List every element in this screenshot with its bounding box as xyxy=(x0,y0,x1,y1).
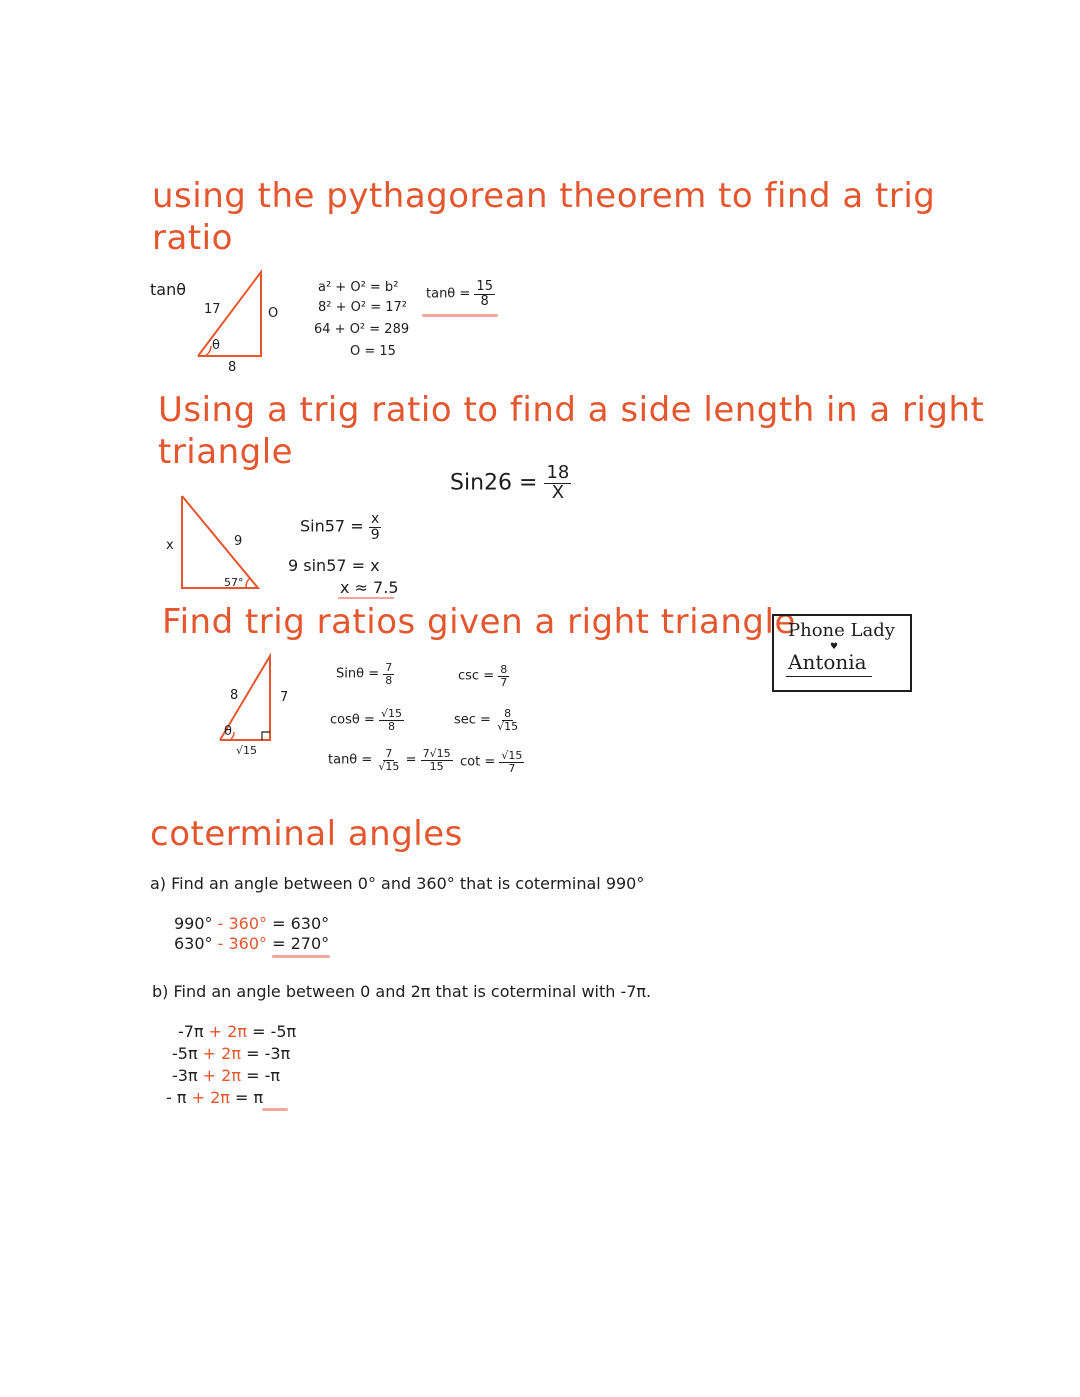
sin57-den: 9 xyxy=(370,526,380,543)
section-title-sidelength-line1: Using a trig ratio to find a side length in a right xyxy=(158,390,985,430)
ratio-sec-label: sec = xyxy=(454,712,491,728)
pyth-work-2: 8² + O² = 17² xyxy=(318,300,407,315)
ratio-tan2-den: 15 xyxy=(429,759,444,773)
ratio-sin-den: 8 xyxy=(385,673,393,687)
tri3-angle-label: θ xyxy=(224,724,232,739)
coterminal-b-answer-highlight xyxy=(262,1108,288,1111)
tri1-adj-label: 8 xyxy=(228,360,237,375)
signature-line2: Antonia xyxy=(788,650,867,674)
coterminal-b-row-4-res: = π xyxy=(229,1088,264,1107)
ratio-tan-eq: = xyxy=(405,752,417,768)
coterminal-b-row-3-op: + 2π xyxy=(197,1066,241,1085)
ratio-sec xyxy=(454,708,520,732)
ratio-sin-num: 7 xyxy=(385,661,393,674)
sin57-num: x xyxy=(371,511,380,527)
ratio-csc-den: 7 xyxy=(500,675,508,689)
coterminal-a-answer-highlight xyxy=(272,955,330,958)
ratio-cot xyxy=(460,750,524,774)
sin57-prefix: Sin57 = xyxy=(300,516,364,536)
coterminal-question-b: b) Find an angle between 0 and 2π that is coterminal with -7π. xyxy=(152,982,652,1001)
ratio-cos-den: 8 xyxy=(388,719,395,733)
ratio-cot-label: cot = xyxy=(460,754,496,770)
pyth-work-4: O = 15 xyxy=(350,344,396,359)
coterminal-b-row-2-op: + 2π xyxy=(197,1044,241,1063)
ratio-tan2-num: 7√15 xyxy=(422,747,451,760)
tri2-angle-label: 57° xyxy=(224,576,244,589)
tan-label: tanθ xyxy=(150,280,187,299)
tan-answer-num: 15 xyxy=(476,279,493,294)
ratio-cot-num: √15 xyxy=(501,749,523,762)
ratio-cot-den: 7 xyxy=(508,761,516,775)
coterminal-a-row-2-start: 630° xyxy=(174,934,213,953)
ratio-tan-label: tanθ = xyxy=(328,752,373,768)
signature-line1: Phone Lady xyxy=(788,620,895,641)
coterminal-b-row-4-op: + 2π xyxy=(186,1088,230,1107)
tri1-opp-label: O xyxy=(268,306,279,321)
ratio-cos-label: cosθ = xyxy=(330,712,375,728)
sin26-num: 18 xyxy=(546,462,570,483)
coterminal-b-row-1-op: + 2π xyxy=(203,1022,247,1041)
ratio-cos xyxy=(330,708,404,732)
tri3-adj-label: √15 xyxy=(236,744,258,757)
ratio-tan-den: √15 xyxy=(378,759,400,773)
sin26-prefix: Sin26 = xyxy=(450,470,538,496)
section-title-ratios: Find trig ratios given a right triangle xyxy=(162,602,796,642)
coterminal-b-row-2 xyxy=(172,1044,290,1063)
coterminal-b-row-4 xyxy=(166,1088,263,1107)
tri2-x-label: x xyxy=(166,538,174,553)
ratio-csc-label: csc = xyxy=(458,668,495,684)
sin57-step2: 9 sin57 = x xyxy=(288,556,380,575)
tri3-hyp-label: 8 xyxy=(230,688,239,703)
coterminal-b-row-4-start: - π xyxy=(166,1088,187,1107)
sin26-den: X xyxy=(551,481,565,503)
coterminal-b-row-2-res: = -3π xyxy=(240,1044,291,1063)
pyth-work-1: a² + O² = b² xyxy=(318,280,399,295)
tri3-opp-label: 7 xyxy=(280,690,289,705)
ratio-sin-label: Sinθ = xyxy=(336,666,380,682)
heart-icon: ♥ xyxy=(830,642,839,652)
coterminal-a-row-1-res: = 630° xyxy=(267,914,330,933)
sin57-step3: x ≈ 7.5 xyxy=(340,578,399,597)
ratio-tan xyxy=(328,748,453,772)
ratio-cos-num: √15 xyxy=(381,707,403,720)
ratio-sec-num: 8 xyxy=(504,707,512,720)
coterminal-b-row-3-start: -3π xyxy=(172,1066,198,1085)
coterminal-a-row-1-op: - 360° xyxy=(212,914,268,933)
section-title-pythagorean-line1: using the pythagorean theorem to find a trig xyxy=(152,176,936,216)
tri1-hyp-label: 17 xyxy=(204,302,221,317)
tri2-9-label: 9 xyxy=(234,534,243,549)
coterminal-a-row-2 xyxy=(174,934,329,953)
coterminal-a-row-1-start: 990° xyxy=(174,914,213,933)
coterminal-a-row-2-res: = 270° xyxy=(267,934,330,953)
section-title-sidelength-line2: triangle xyxy=(158,432,294,472)
ratio-csc-num: 8 xyxy=(500,663,508,676)
coterminal-b-row-1-res: = -5π xyxy=(246,1022,297,1041)
tri1-angle-label: θ xyxy=(212,338,220,353)
ratio-csc xyxy=(458,664,509,688)
tan-answer-prefix: tanθ = xyxy=(426,286,471,302)
coterminal-b-row-1 xyxy=(178,1022,296,1041)
ratio-sec-den: √15 xyxy=(497,719,519,733)
section-title-pythagorean-line2: ratio xyxy=(152,218,233,258)
coterminal-a-row-2-op: - 360° xyxy=(212,934,268,953)
coterminal-a-row-1 xyxy=(174,914,329,933)
tan-answer-den: 8 xyxy=(480,293,489,309)
coterminal-b-row-3-res: = -π xyxy=(240,1066,280,1085)
coterminal-question-a: a) Find an angle between 0° and 360° that is coterminal 990° xyxy=(150,874,645,893)
coterminal-b-row-2-start: -5π xyxy=(172,1044,198,1063)
coterminal-b-row-1-start: -7π xyxy=(178,1022,204,1041)
ratio-tan-num: 7 xyxy=(385,747,393,760)
ratio-sin xyxy=(336,662,394,686)
pyth-work-3: 64 + O² = 289 xyxy=(314,322,410,337)
coterminal-b-row-3 xyxy=(172,1066,280,1085)
section-title-coterminal: coterminal angles xyxy=(150,814,463,854)
